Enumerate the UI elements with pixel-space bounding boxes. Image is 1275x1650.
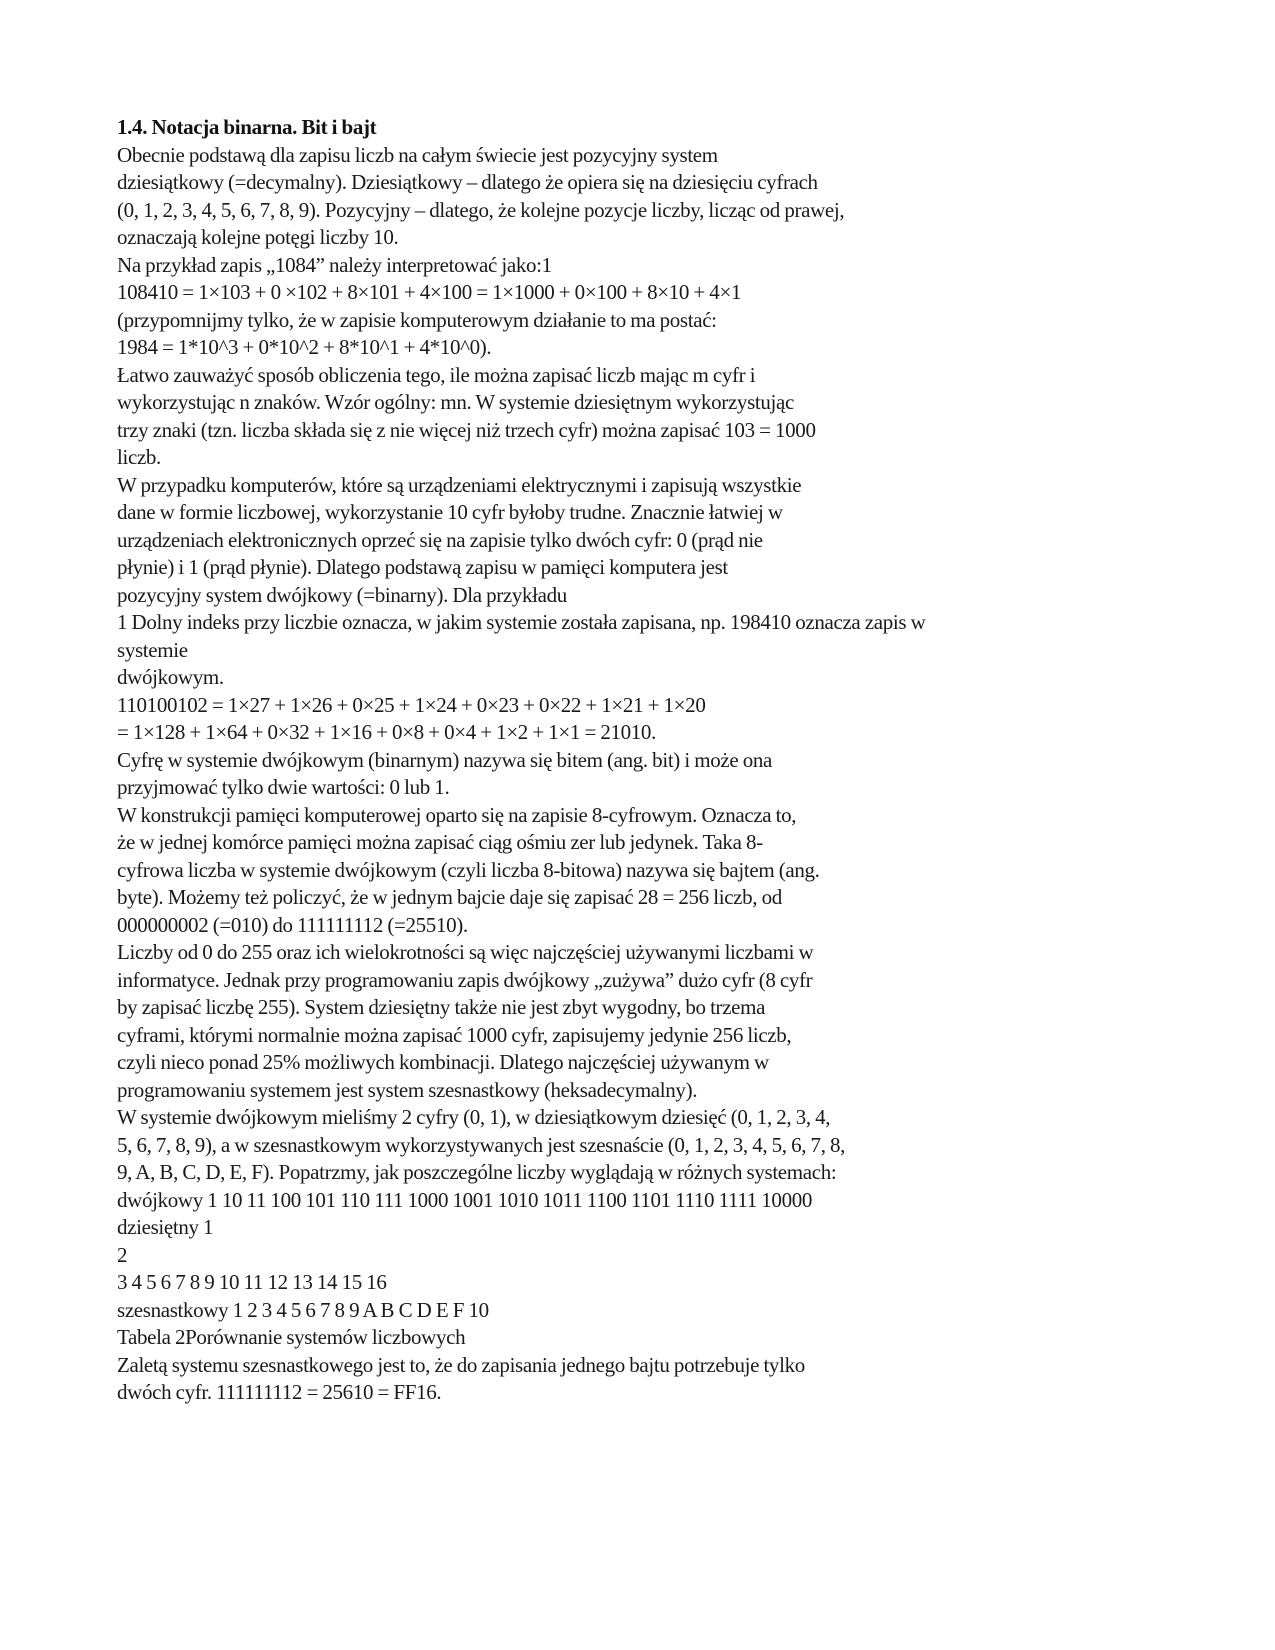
text-line: czyli nieco ponad 25% możliwych kombinacji. Dlatego najczęściej używanym w	[117, 1050, 769, 1074]
table-row-decimal: dziesiętny 1	[117, 1215, 214, 1239]
text-line: przyjmować tylko dwie wartości: 0 lub 1.	[117, 775, 450, 799]
text-line: wykorzystując n znaków. Wzór ogólny: mn. W systemie dziesiętnym wykorzystując	[117, 390, 794, 414]
equation-line: = 1×128 + 1×64 + 0×32 + 1×16 + 0×8 + 0×4 + 1×2 + 1×1 = 21010.	[117, 720, 656, 744]
text-line: liczb.	[117, 445, 161, 469]
text-line: pozycyjny system dwójkowy (=binarny). Dla przykładu	[117, 583, 567, 607]
text-line: cyframi, którymi normalnie można zapisać 1000 cyfr, zapisujemy jedynie 256 liczb,	[117, 1023, 792, 1047]
text-line: Cyfrę w systemie dwójkowym (binarnym) nazywa się bitem (ang. bit) i może ona	[117, 748, 772, 772]
text-line: dwóch cyfr. 111111112 = 25610 = FF16.	[117, 1380, 442, 1404]
text-line: trzy znaki (tzn. liczba składa się z nie więcej niż trzech cyfr) można zapisać 103 = 1000	[117, 418, 816, 442]
text-line: że w jednej komórce pamięci można zapisać ciąg ośmiu zer lub jedynek. Taka 8-	[117, 830, 763, 854]
text-line: (0, 1, 2, 3, 4, 5, 6, 7, 8, 9). Pozycyjny – dlatego, że kolejne pozycje liczby, licząc od prawej,	[117, 198, 845, 222]
text-line: W systemie dwójkowym mieliśmy 2 cyfry (0, 1), w dziesiątkowym dziesięć (0, 1, 2, 3, 4,	[117, 1105, 831, 1129]
text-line: Na przykład zapis „1084” należy interpretować jako:1	[117, 253, 552, 277]
table-row-hex: szesnastkowy 1 2 3 4 5 6 7 8 9 A B C D E F 10	[117, 1298, 489, 1322]
text-line: 5, 6, 7, 8, 9), a w szesnastkowym wykorzystywanych jest szesnaście (0, 1, 2, 3, 4, 5, 6, 7, 8,	[117, 1133, 846, 1157]
text-line: Zaletą systemu szesnastkowego jest to, że do zapisania jednego bajtu potrzebuje tylko	[117, 1353, 805, 1377]
footnote-line: 1 Dolny indeks przy liczbie oznacza, w jakim systemie została zapisana, np. 198410 oznacza zapis w	[117, 610, 926, 634]
equation-line: 110100102 = 1×27 + 1×26 + 0×25 + 1×24 + 0×23 + 0×22 + 1×21 + 1×20	[117, 693, 706, 717]
table-row-binary: dwójkowy 1 10 11 100 101 110 111 1000 1001 1010 1011 1100 1101 1110 1111 10000	[117, 1188, 813, 1212]
text-line: oznaczają kolejne potęgi liczby 10.	[117, 225, 399, 249]
text-line: płynie) i 1 (prąd płynie). Dlatego podstawą zapisu w pamięci komputera jest	[117, 555, 728, 579]
table-row-decimal-cont: 3 4 5 6 7 8 9 10 11 12 13 14 15 16	[117, 1270, 387, 1294]
footnote-line: dwójkowym.	[117, 665, 224, 689]
text-line: byte). Możemy też policzyć, że w jednym bajcie daje się zapisać 28 = 256 liczb, od	[117, 885, 782, 909]
table-caption: Tabela 2Porównanie systemów liczbowych	[117, 1325, 466, 1349]
equation-line: 108410 = 1×103 + 0 ×102 + 8×101 + 4×100 = 1×1000 + 0×100 + 8×10 + 4×1	[117, 280, 742, 304]
text-line: 000000002 (=010) do 111111112 (=25510).	[117, 913, 468, 937]
text-line: dane w formie liczbowej, wykorzystanie 10 cyfr byłoby trudne. Znacznie łatwiej w	[117, 500, 783, 524]
table-row-decimal-cont: 2	[117, 1243, 128, 1267]
section-heading: 1.4. Notacja binarna. Bit i bajt	[117, 115, 377, 139]
text-line: cyfrowa liczba w systemie dwójkowym (czyli liczba 8-bitowa) nazywa się bajtem (ang.	[117, 858, 820, 882]
text-line: urządzeniach elektronicznych oprzeć się na zapisie tylko dwóch cyfr: 0 (prąd nie	[117, 528, 763, 552]
text-line: dziesiątkowy (=decymalny). Dziesiątkowy – dlatego że opiera się na dziesięciu cyfrach	[117, 170, 818, 194]
text-line: programowaniu systemem jest system szesnastkowy (heksadecymalny).	[117, 1078, 698, 1102]
text-line: 9, A, B, C, D, E, F). Popatrzmy, jak poszczególne liczby wyglądają w różnych systemach:	[117, 1160, 837, 1184]
text-line: W konstrukcji pamięci komputerowej oparto się na zapisie 8-cyfrowym. Oznacza to,	[117, 803, 797, 827]
text-line: Liczby od 0 do 255 oraz ich wielokrotności są więc najczęściej używanymi liczbami w	[117, 940, 814, 964]
equation-line: 1984 = 1*10^3 + 0*10^2 + 8*10^1 + 4*10^0).	[117, 335, 492, 359]
footnote-line: systemie	[117, 638, 188, 662]
text-line: W przypadku komputerów, które są urządzeniami elektrycznymi i zapisują wszystkie	[117, 473, 802, 497]
text-line: Łatwo zauważyć sposób obliczenia tego, ile można zapisać liczb mając m cyfr i	[117, 363, 756, 387]
text-line: informatyce. Jednak przy programowaniu zapis dwójkowy „zużywa” dużo cyfr (8 cyfr	[117, 968, 813, 992]
text-line: Obecnie podstawą dla zapisu liczb na całym świecie jest pozycyjny system	[117, 143, 718, 167]
text-line: (przypomnijmy tylko, że w zapisie komputerowym działanie to ma postać:	[117, 308, 717, 332]
text-line: by zapisać liczbę 255). System dziesiętny także nie jest zbyt wygodny, bo trzema	[117, 995, 766, 1019]
